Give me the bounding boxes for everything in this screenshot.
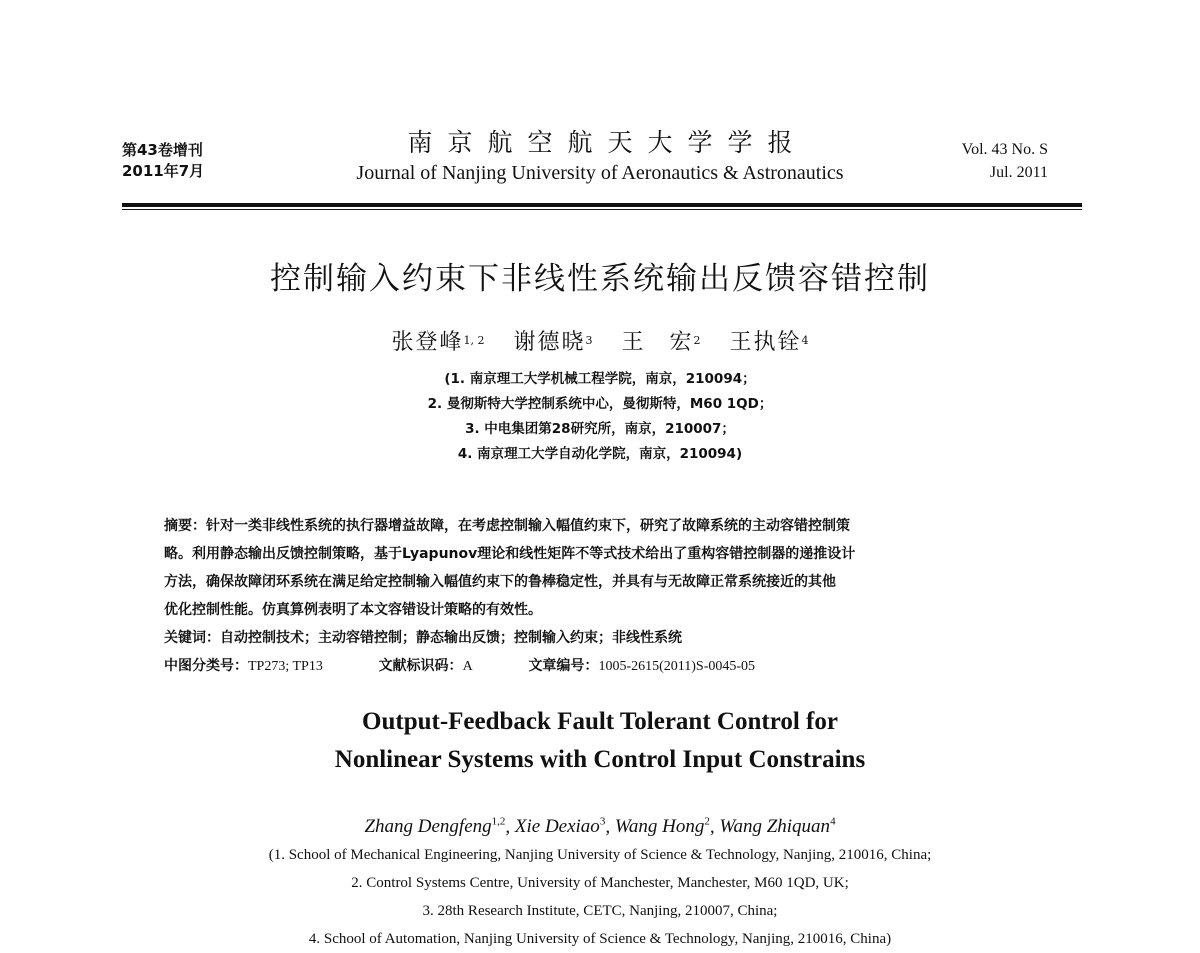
volume-cn: 第43卷增刊 (122, 141, 203, 159)
keywords-label: 关键词： (164, 630, 220, 646)
affiliation-cn: (1. 南京理工大学机械工程学院，南京，210094； (444, 371, 756, 387)
paper-title-en (0, 703, 1200, 779)
author-en: Xie Dexiao$^3$ (514, 816, 606, 838)
author-cn: 王执铨$^4$ (729, 330, 809, 355)
classification-row (164, 652, 1044, 681)
article-no-label: 文章编号： (528, 658, 599, 674)
authors-en: Zhang Dengfeng$^{1,2}$, Xie Dexiao$^3$, Wang Hong$^2$, Wang Zhiquan$^4$ (364, 816, 836, 838)
affiliation-en: (1. School of Mechanical Engineering, Nanjing University of Science & Technology, Nanjing, 210016, China; (268, 847, 932, 863)
affiliation-cn: 3. 中电集团第28研究所，南京，210007； (465, 421, 735, 437)
author-en: Wang Hong$^2$ (614, 816, 710, 838)
author-en: Wang Zhiquan$^4$ (719, 816, 836, 838)
article-no-value: 1005-2615(2011)S-0045-05 (598, 659, 756, 674)
paper-title-cn: 控制输入约束下非线性系统输出反馈容错控制 (270, 261, 930, 297)
volume-en: Vol. 43 No. S (961, 141, 1048, 158)
journal-name-cn: 南京航空航天大学学报 (407, 128, 808, 157)
affiliation-en: 4. School of Automation, Nanjing University of Science & Technology, Nanjing, 210016, China) (308, 931, 892, 947)
affiliation-cn: 2. 曼彻斯特大学控制系统中心，曼彻斯特，M60 1QD； (427, 396, 773, 412)
authors-cn (0, 326, 1200, 360)
abstract-cn (164, 512, 1044, 681)
affiliations-cn (0, 367, 1200, 467)
affiliations-en (0, 841, 1200, 953)
journal-masthead (270, 126, 930, 186)
author-cn: 张登峰$^{1, 2}$ (391, 330, 485, 355)
author-cn: 王 宏$^2$ (621, 330, 701, 355)
doc-code-label: 文献标识码： (378, 658, 463, 674)
abstract-line: 优化控制性能。仿真算例表明了本文容错设计策略的有效性。 (164, 602, 542, 618)
title-en-line: Output-Feedback Fault Tolerant Control for (362, 708, 838, 735)
date-cn: 2011年7月 (122, 162, 205, 180)
affiliation-en: 2. Control Systems Centre, University of Manchester, Manchester, M60 1QD, UK; (351, 875, 849, 891)
keywords-cn (164, 624, 1044, 652)
journal-name-en: Journal of Nanjing University of Aeronautics & Astronautics (356, 162, 844, 184)
doc-code-value: A (462, 659, 473, 674)
header-rule-thick (122, 203, 1082, 207)
class-label: 中图分类号： (164, 658, 248, 674)
abstract-line: 方法，确保故障闭环系统在满足给定控制输入幅值约束下的鲁棒稳定性，并具有与无故障正常系统接近的其他 (164, 574, 836, 590)
keywords-value: 自动控制技术；主动容错控制；静态输出反馈；控制输入约束；非线性系统 (220, 630, 682, 646)
journal-volume-cn (122, 140, 204, 182)
abstract-line: 针对一类非线性系统的执行器增益故障，在考虑控制输入幅值约束下，研究了故障系统的主动容错控制策 (206, 518, 850, 534)
abstract-label: 摘要： (164, 518, 206, 534)
class-value: TP273; TP13 (248, 659, 323, 674)
abstract-line: 略。利用静态输出反馈控制策略，基于Lyapunov理论和线性矩阵不等式技术给出了重构容错控制器的递推设计 (164, 546, 856, 562)
journal-volume-en (962, 138, 1048, 184)
title-en-line: Nonlinear Systems with Control Input Constrains (334, 746, 866, 773)
date-en: Jul. 2011 (989, 164, 1048, 181)
header-rule-thin (122, 209, 1082, 210)
author-cn: 谢德晓$^3$ (513, 330, 593, 355)
affiliation-en: 3. 28th Research Institute, CETC, Nanjing, 210007, China; (422, 903, 778, 919)
author-en: Zhang Dengfeng$^{1,2}$ (364, 816, 506, 838)
affiliation-cn: 4. 南京理工大学自动化学院，南京，210094) (457, 446, 743, 462)
